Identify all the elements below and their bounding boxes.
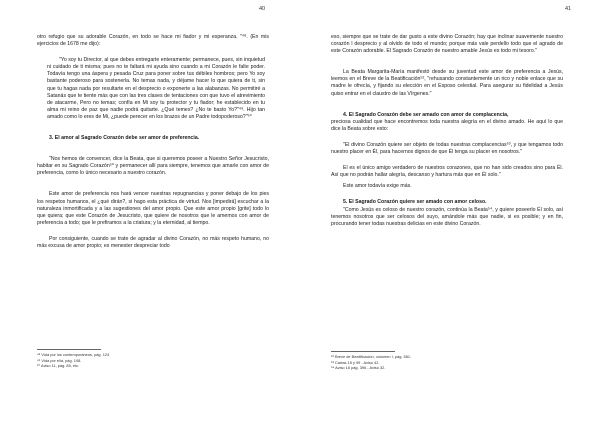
paragraph: eso, siempre que se trate de dar gusto a este divino Corazón; hay que inclinar suavemente nuestro corazón l desprecio y al olvido de todo el mundo; porque más vale perdello todo que el agrado de este Corazón adorable. El Sagrado Corazón de nuestro amable Jesús es todo mi tesoro."	[331, 34, 563, 55]
footnotes	[331, 351, 563, 371]
left-page-body	[37, 34, 269, 250]
footnote: ⁵² Breve de Beatificación, volumen I, pág. 581.	[331, 354, 412, 359]
paragraph: preciosa cualidad que hace encontremos toda nuestra alegría en el divino amado. He aquí lo que dice la Beata sobre esto:	[331, 118, 563, 132]
page-number: 40	[259, 6, 266, 12]
paragraph: El es el único amigo verdadero de nuestros corazones, que no han sido creados sino para Él. Así que no podrán hallar alegría, descanso y hartura más que en Él solo."	[331, 165, 563, 179]
footnote: ⁴⁸ Vida por los contemporáneos, pág. 124	[37, 352, 110, 357]
section-heading-5: 5. El Sagrado Corazón quiere ser amado con amor celoso.	[343, 199, 487, 206]
paragraph: Este amor de preferencia nos hará vencer nuestras repugnancias y poner debajo de los pies los respetos humanos, el ¿qué dirán?, si hago esta práctica de virtud. Nos [impedirá] escuchar a la naturaleza inmortificada y a las sugestiones del amor propio. Que este amor propio [grite] todo lo que quiera; que este Corazón de Jesucristo, que quiere de nosotros que le amemos con amor de preferencia a todo; que le prefiramos a la criatura; y la eternidad, al tiempo.	[37, 191, 269, 226]
footnote: ⁵³ Cartas 15 y 99 - Aviso 42.	[331, 359, 380, 365]
paragraph: "Nos hemos de convencer, dice la Beata, que si queremos poseer a Nuestro Señor Jesucristo, habitar en su Sagrado Corazón⁵⁰ y permanecer allí para siempre, tenemos que amarle con amor de preferencia, como lo único necesario a nuestro corazón.	[37, 156, 269, 177]
paragraph: "Como Jesús es celoso de nuestro corazón, continúa la Beata⁵⁴, y quiere poseerlo Él solo, así tenemos nosotros que ser celosos del suyo, amándole más que nadie, si es posible; y en fin, procurando tener todas nuestras delicias en este divino Corazón.	[331, 206, 563, 227]
footnotes	[37, 349, 269, 369]
section-heading-3: 3. El amor al Sagrado Corazón debe ser amor de preferencia.	[49, 135, 200, 142]
right-page	[300, 0, 600, 424]
paragraph: Este amor todavía exige más.	[343, 183, 412, 190]
footnote-divider	[37, 349, 101, 350]
page-number: 41	[565, 6, 572, 12]
footnote: ⁵⁰ Aviso 11, pág. 85, etc.	[37, 363, 80, 369]
footnote: ⁵⁴ Aviso 16 pág. 396 - Aviso 32.	[331, 365, 386, 371]
paragraph: La Beata Margarita-María manifestó desde su juventud este amor de preferencia a Jesús, leemos en el Breve de la Beatificación⁵², "rehusando constantemente un rico y noble enlace que su madre le ofrecía, y fijando su elección en el Esposo celestial. Para asegurar su fidelidad a Jesús quiso entrar en el claustro de las Vírgenes."	[331, 69, 563, 97]
paragraph: Por consiguiente, cuando se trate de agradar al divino Corazón, no más respeto humano, no más excusa de amor propio; es menester despreciar todo	[37, 235, 269, 249]
section-heading-4: 4. El Sagrado Corazón debe ser amado con amor de complacencia,	[343, 111, 509, 118]
footnote: ⁴⁹ Vida por ella, pág. 108.	[37, 357, 82, 363]
footnote-divider	[331, 351, 395, 352]
right-page-body	[331, 34, 563, 228]
paragraph: otro refugio que su adorable Corazón, en todo se hace mi fiador y mi esperanza. "⁴⁸. (En mis ejercicios de 1678 me dijo):	[37, 34, 269, 48]
paragraph: "El divino Corazón quiere ser objeto de todas nuestras complacencias⁵³, y que tengamos todo nuestro placer en Él, para hacernos dignos de que Él tenga su placer en nosotros."	[331, 141, 563, 156]
quote-block: "Yo soy tu Director, al que debes entregarte enteramente; permanece, pues, sin inquietud ni cuidado de ti misma; pues no te faltará mi ayuda sino cuando a mi Corazón le falte poder. Todavía tengo una áspera y pesada Cruz para poner sobre tus débiles hombros; pero Yo soy bastante poderoso para sostenerla. No temas nada, y déjame hacer lo que quiera de ti, sin que tu hagas nada por resultarte en el desprecio o exponerte a las alabanzas. No permitiré a Satanás que te tiente más que con las tres clases de tentaciones con que tuvo el atrevimiento de atacarme, Pero no temas; confía en Mi soy tu protector y tu fiador; he establecido en tu alma mi reino de paz que nadie podrá quitarte. ¿Qué temes? ¿No te basto Yo?"⁴⁹. Hijo tan amado como lo eres de Mi, ¿puede perecer en los brazos de un Padre todopoderoso?"⁵⁰	[47, 57, 265, 120]
